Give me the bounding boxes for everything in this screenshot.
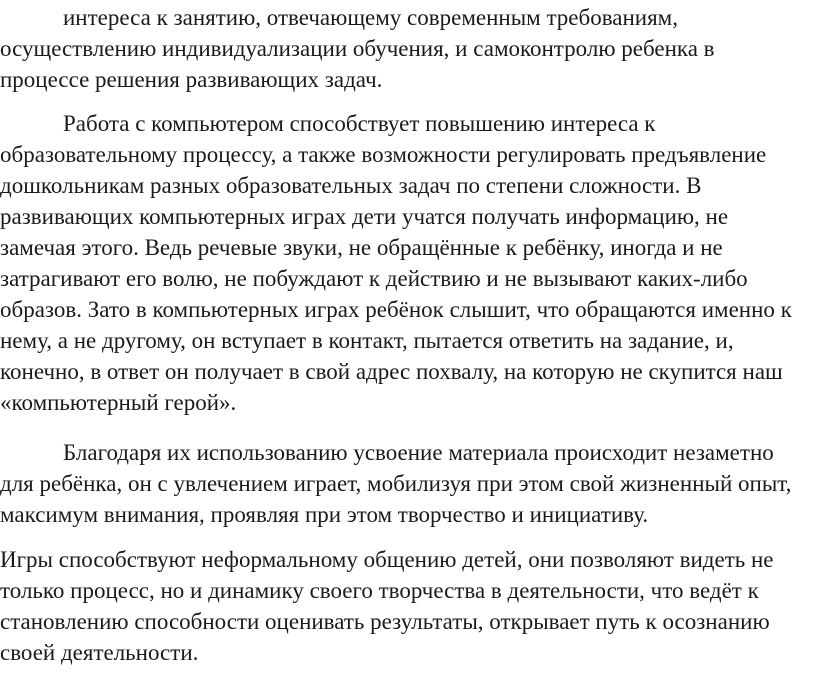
paragraph-games-communication: Игры способствуют неформальному общению детей, они позволяют видеть не только процесс, но и динамику своего творчества в деятельности, что ведёт к становлению способности оценивать результаты, открывает путь к осознанию своей деятельности.: [0, 547, 774, 665]
paragraph-material-learning: Благодаря их использованию усвоение материала происходит незаметно для ребёнка, он с увлечением играет, мобилизуя при этом свой жизненный опыт, максимум внимания, проявляя при этом творчество и инициативу.: [0, 440, 792, 527]
paragraph-computer-work: Работа с компьютером способствует повышению интереса к образовательному процессу, а также возможности регулировать предъявление дошкольникам разных образовательных задач по степени сложности. В развивающих компьютерных играх дети учатся получать информацию, не замечая этого. Ведь речевые звуки, не обращённые к ребёнку, иногда и не затрагивают его волю, не побуждают к действию и не вызывают каких-либо образов. Зато в компьютерных играх ребёнок слышит, что обращаются именно к нему, а не другому, он вступает в контакт, пытается ответить на задание, и, конечно, в ответ он получает в свой адрес похвалу, на которую не скупится наш «компьютерный герой».: [0, 111, 792, 415]
paragraph-continuation: интереса к занятию, отвечающему современным требованиям, осуществлению индивидуализации обучения, и самоконтролю ребенка в процессе решения развивающих задач.: [0, 5, 715, 92]
